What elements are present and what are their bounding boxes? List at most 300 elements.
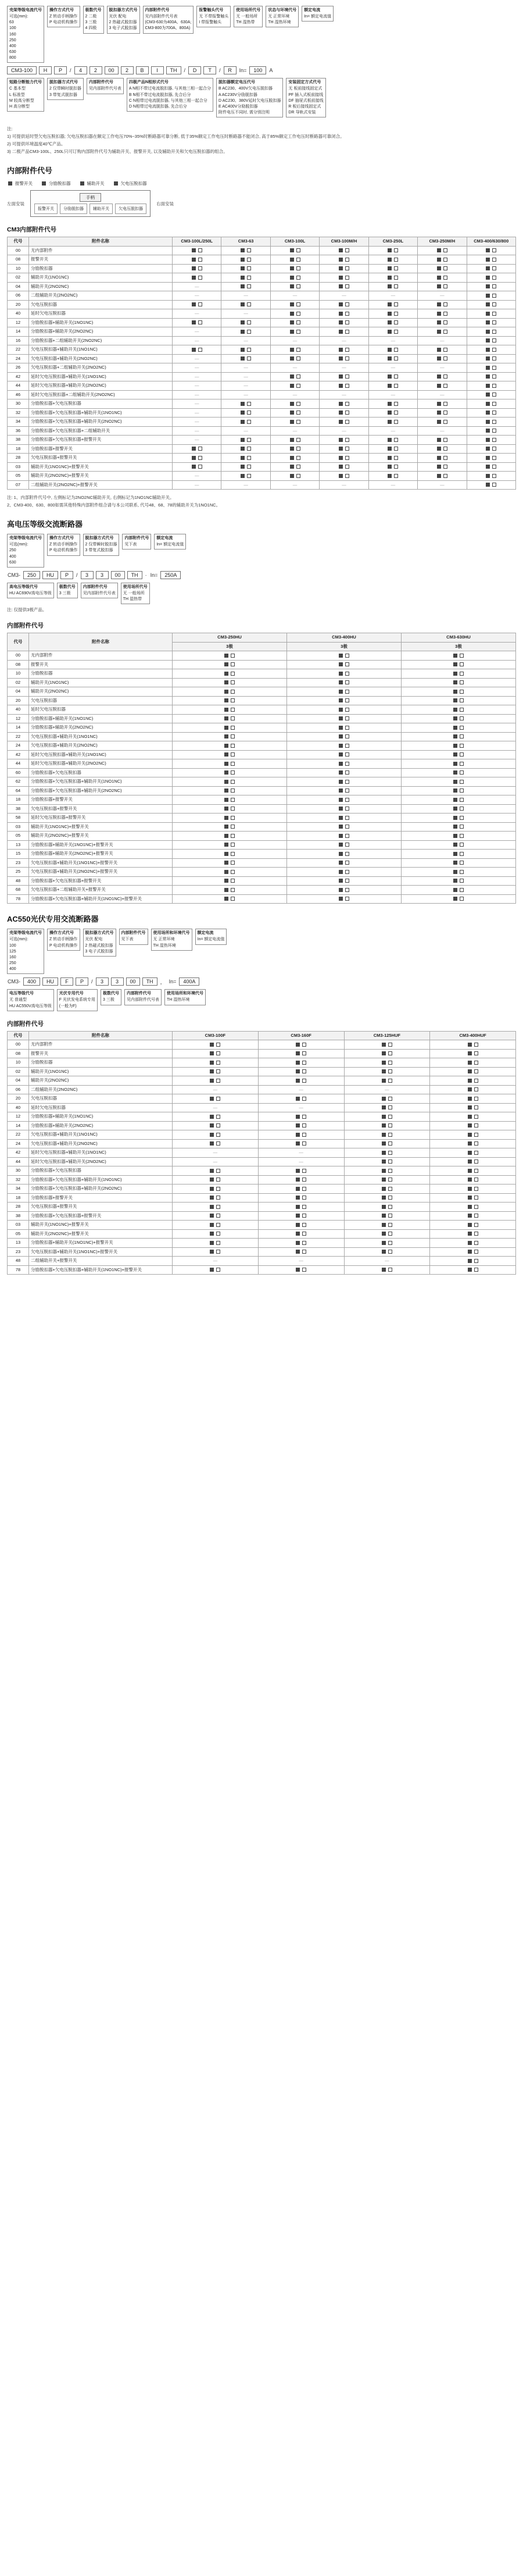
availability-cell	[467, 327, 515, 337]
availability-mark	[382, 1178, 386, 1182]
hv-accessory-table-heading: 内部附件代号	[7, 622, 44, 630]
code-token: R	[224, 66, 237, 74]
availability-cell	[173, 300, 221, 309]
accessory-name: 欠电压脱扣器+辅助开关(2NO2NC)	[29, 354, 173, 363]
availability-mark	[443, 276, 447, 280]
callout-box-title: 高电压等级代号	[9, 584, 38, 589]
availability-mark	[241, 420, 245, 424]
not-available-mark: —	[342, 391, 346, 397]
availability-mark	[198, 456, 202, 460]
note-line: 1) 可提供延时型欠电压脱扣器; 欠电压脱扣器在额定工作电压70%~35%时断路器可靠分断, 低于35%额定工作电压时断路器不能闭合, 高于85%额定工作电压时断路器可靠闭合。	[7, 134, 345, 140]
accessory-name: 延时欠电压脱扣器	[29, 705, 173, 715]
note-line: 2) 可提供环境温度40℃产品。	[7, 141, 66, 147]
availability-mark	[296, 465, 300, 469]
availability-mark	[388, 1187, 392, 1191]
table-row	[8, 858, 516, 868]
availability-cell	[173, 840, 287, 850]
table-row	[8, 886, 516, 895]
availability-mark	[345, 762, 349, 766]
availability-mark	[486, 465, 490, 469]
availability-mark	[486, 402, 490, 406]
availability-mark	[468, 1051, 472, 1055]
availability-mark	[388, 1051, 392, 1055]
callout-box	[83, 534, 120, 555]
callout-box-line: 160	[9, 955, 16, 959]
availability-mark	[474, 1079, 478, 1083]
table-row	[8, 426, 516, 436]
product-subheader: 3极	[402, 642, 516, 651]
availability-mark	[394, 312, 398, 316]
availability-mark	[388, 258, 392, 262]
availability-mark	[492, 320, 496, 324]
table-row	[8, 273, 516, 283]
availability-cell	[173, 1121, 259, 1130]
diagram3-code-line	[7, 977, 516, 986]
availability-mark	[345, 248, 349, 252]
callout-box-title: 内部附件代号	[88, 80, 113, 85]
availability-cell	[430, 1076, 516, 1086]
availability-cell	[418, 282, 467, 291]
availability-cell	[258, 1121, 344, 1130]
accessory-name: 分励脱扣器+欠电压脱扣器+辅助开关(2NO2NC)	[29, 786, 173, 795]
availability-mark	[460, 843, 464, 847]
availability-cell	[258, 1067, 344, 1076]
availability-mark	[231, 780, 235, 784]
availability-mark	[453, 834, 457, 838]
availability-mark	[231, 680, 235, 684]
availability-cell	[221, 480, 270, 490]
table-row	[8, 832, 516, 841]
callout-box-line: 3 电子式脱扣器	[85, 949, 113, 954]
availability-cell	[430, 1211, 516, 1221]
availability-cell	[320, 246, 368, 255]
availability-cell	[418, 309, 467, 319]
not-available-mark: —	[194, 329, 199, 334]
accessory-name: 欠电压脱扣器	[29, 1094, 173, 1104]
table-row	[8, 696, 516, 705]
availability-mark	[302, 1141, 306, 1146]
table-row	[8, 1076, 516, 1086]
availability-mark	[388, 312, 392, 316]
code-token: T	[203, 66, 216, 74]
availability-mark	[443, 402, 447, 406]
availability-mark	[210, 1268, 214, 1272]
availability-cell	[430, 1085, 516, 1094]
table-row	[8, 1247, 516, 1257]
callout-box-line: HU AC550V高电压等级	[9, 1004, 52, 1008]
accessory-name: 欠电压脱扣器	[29, 300, 173, 309]
availability-mark	[486, 429, 490, 433]
availability-mark	[339, 248, 343, 252]
code-token: 4	[74, 66, 87, 74]
availability-mark	[468, 1079, 472, 1083]
callout-box-line: 无 正常环境	[153, 937, 175, 942]
availability-mark	[388, 1133, 392, 1137]
availability-cell	[418, 472, 467, 481]
availability-mark	[302, 1043, 306, 1047]
table-row	[8, 462, 516, 472]
availability-mark	[382, 1043, 386, 1047]
availability-mark	[474, 1159, 478, 1164]
code-token: 00	[111, 571, 125, 579]
availability-mark	[231, 834, 235, 838]
availability-cell	[344, 1040, 430, 1050]
not-available-mark: —	[342, 427, 346, 433]
table-head	[8, 633, 516, 651]
availability-cell	[258, 1139, 344, 1148]
availability-cell	[467, 436, 515, 445]
availability-mark	[394, 411, 398, 415]
callout-box-line: 63	[9, 20, 14, 25]
callout-box	[124, 989, 162, 1005]
callout-box	[57, 989, 98, 1011]
callout-box-title: 极数代号	[85, 8, 102, 12]
table-row	[8, 1203, 516, 1212]
availability-cell	[418, 444, 467, 454]
availability-mark	[492, 429, 496, 433]
availability-mark	[443, 456, 447, 460]
accessory-name: 无内部附件	[29, 651, 173, 661]
table-row	[8, 768, 516, 777]
availability-mark	[216, 1187, 220, 1191]
availability-cell	[430, 1247, 516, 1257]
availability-mark	[460, 752, 464, 757]
availability-mark	[296, 258, 300, 262]
table-row	[8, 1121, 516, 1130]
availability-cell	[344, 1247, 430, 1257]
accessory-code: 60	[8, 768, 29, 777]
availability-mark	[224, 672, 228, 676]
availability-mark	[468, 1178, 472, 1182]
ordering-notes	[7, 126, 516, 155]
availability-mark	[290, 438, 294, 442]
availability-cell	[173, 1103, 259, 1112]
availability-mark	[437, 266, 441, 270]
availability-mark	[192, 258, 196, 262]
availability-cell	[287, 850, 402, 859]
availability-mark	[437, 384, 441, 388]
availability-mark	[453, 870, 457, 874]
code-separator: /	[219, 67, 221, 74]
table-row	[8, 309, 516, 319]
availability-cell	[368, 291, 417, 301]
availability-cell	[173, 1265, 259, 1275]
availability-mark	[492, 483, 496, 487]
availability-mark	[192, 320, 196, 324]
availability-cell	[270, 372, 319, 381]
accessory-code: 24	[8, 354, 29, 363]
availability-cell	[430, 1175, 516, 1184]
code-token: 250	[23, 571, 40, 579]
availability-cell	[221, 381, 270, 391]
callout-box-line: 400	[9, 554, 16, 559]
callout-box-title: 脱扣器方式代号	[85, 536, 114, 541]
availability-mark	[231, 662, 235, 666]
callout-box	[47, 534, 80, 555]
code-token: P	[76, 977, 88, 986]
availability-cell	[258, 1184, 344, 1194]
availability-cell	[173, 255, 221, 265]
callout-box-title: 短路分断能力代号	[9, 80, 42, 85]
availability-cell	[173, 1229, 259, 1239]
availability-mark	[241, 302, 245, 306]
availability-cell	[320, 354, 368, 363]
not-available-mark: —	[292, 365, 298, 370]
availability-mark	[382, 1232, 386, 1236]
accessory-code: 23	[8, 1247, 29, 1257]
availability-mark	[339, 330, 343, 334]
availability-mark	[382, 1159, 386, 1164]
table-row	[8, 1049, 516, 1058]
availability-cell	[258, 1203, 344, 1212]
accessory-name: 欠电压脱扣器+报警开关	[29, 454, 173, 463]
availability-cell	[287, 687, 402, 697]
availability-cell	[287, 741, 402, 751]
availability-cell	[173, 1203, 259, 1212]
availability-mark	[296, 266, 300, 270]
legend-item	[113, 180, 147, 187]
availability-mark	[224, 807, 228, 811]
availability-mark	[216, 1196, 220, 1200]
availability-mark	[339, 465, 343, 469]
product-column-header: CM3-400HU	[287, 633, 402, 643]
accessory-code: 02	[8, 1067, 29, 1076]
callout-box-line: A N相不带过电流脱扣器, 与其他三相一起合分	[128, 87, 212, 91]
callout-box-line: 630	[9, 560, 16, 565]
availability-mark	[474, 1169, 478, 1173]
availability-cell	[173, 399, 221, 409]
availability-mark	[382, 1196, 386, 1200]
availability-mark	[216, 1169, 220, 1173]
availability-mark	[290, 276, 294, 280]
availability-mark	[241, 447, 245, 451]
accessory-name: 欠电压脱扣器+报警开关	[29, 804, 173, 814]
availability-mark	[394, 384, 398, 388]
availability-mark	[210, 1069, 214, 1073]
not-available-mark: —	[440, 427, 445, 433]
table-header-row	[8, 1031, 516, 1040]
accessory-code: 05	[8, 832, 29, 841]
accessory-name: 辅助开关(2NO2NC)+报警开关	[29, 1229, 173, 1239]
table-head	[8, 1031, 516, 1040]
availability-cell	[320, 454, 368, 463]
availability-mark	[474, 1061, 478, 1065]
availability-mark	[345, 672, 349, 676]
availability-cell	[430, 1067, 516, 1076]
availability-cell	[221, 255, 270, 265]
availability-mark	[224, 789, 228, 793]
availability-cell	[270, 291, 319, 301]
availability-mark	[382, 1141, 386, 1146]
product-column-header: CM3-63	[221, 237, 270, 247]
accessory-code: 40	[8, 705, 29, 715]
availability-mark	[224, 698, 228, 702]
availability-cell	[270, 363, 319, 373]
availability-mark	[192, 465, 196, 469]
code-column-header: 代号	[8, 633, 29, 651]
accessory-name: 分励脱扣器+欠电压脱扣器+辅助开关(1NO1NC)	[29, 1175, 173, 1184]
availability-cell	[344, 1157, 430, 1166]
availability-mark	[192, 302, 196, 306]
accessory-name: 分励脱扣器+欠电压脱扣器+辅助开关(2NO2NC)	[29, 418, 173, 427]
callout-box-line: 无 不带报警触头	[199, 15, 229, 19]
availability-cell	[221, 318, 270, 327]
availability-mark	[453, 654, 457, 658]
accessory-name: 分励脱扣器+欠电压脱扣器+辅助开关(1NO1NC)	[29, 408, 173, 418]
accessory-code: 18	[8, 444, 29, 454]
not-available-mark: —	[243, 337, 248, 343]
availability-mark	[231, 698, 235, 702]
availability-mark	[388, 1097, 392, 1101]
availability-mark	[302, 1133, 306, 1137]
not-available-mark: —	[194, 373, 199, 379]
availability-mark	[345, 276, 349, 280]
not-available-mark: —	[391, 365, 396, 370]
availability-mark	[192, 276, 196, 280]
code-token: F	[60, 977, 73, 986]
availability-mark	[247, 284, 251, 288]
availability-cell	[320, 472, 368, 481]
availability-cell	[418, 381, 467, 391]
callout-box-line: 可选(mm):	[9, 15, 28, 19]
availability-mark	[216, 1178, 220, 1182]
table-row	[8, 1148, 516, 1158]
availability-mark	[453, 861, 457, 865]
not-available-mark: —	[440, 292, 445, 298]
availability-cell	[320, 372, 368, 381]
availability-mark	[210, 1232, 214, 1236]
availability-mark	[216, 1133, 220, 1137]
callout-box-line: Z 转动手柄操作	[49, 937, 78, 942]
accessory-code: 13	[8, 840, 29, 850]
availability-mark	[460, 708, 464, 712]
availability-cell	[430, 1166, 516, 1176]
availability-mark	[339, 734, 343, 738]
accessory-name: 欠电压脱扣器+二组辅助开关+报警开关	[29, 886, 173, 895]
availability-cell	[221, 336, 270, 345]
availability-mark	[296, 284, 300, 288]
code-token: 3	[111, 977, 124, 986]
availability-mark	[486, 266, 490, 270]
table-row	[8, 336, 516, 345]
availability-mark	[302, 1268, 306, 1272]
accessory-code: 40	[8, 309, 29, 319]
availability-mark	[492, 420, 496, 424]
accessory-code: 05	[8, 1229, 29, 1239]
not-available-mark: —	[391, 481, 396, 487]
availability-mark	[224, 716, 228, 720]
accessory-name: 分励脱扣器	[29, 1058, 173, 1068]
availability-mark	[210, 1097, 214, 1101]
not-available-mark: —	[385, 1258, 389, 1264]
availability-cell	[430, 1139, 516, 1148]
availability-mark	[437, 302, 441, 306]
legend-item	[79, 180, 105, 187]
availability-mark	[339, 780, 343, 784]
availability-mark	[437, 474, 441, 478]
availability-mark	[388, 411, 392, 415]
availability-cell	[270, 408, 319, 418]
callout-box	[234, 6, 263, 27]
availability-mark	[345, 348, 349, 352]
availability-mark	[382, 1187, 386, 1191]
availability-cell	[221, 472, 270, 481]
cm3-accessory-table-notes	[7, 494, 516, 509]
availability-cell	[270, 454, 319, 463]
availability-mark	[388, 1043, 392, 1047]
diagram-note: 注: 仅提供3极产品。	[7, 607, 47, 613]
availability-cell	[173, 822, 287, 832]
callout-box-line: 2 仅带瞬时脱扣器	[49, 87, 81, 91]
availability-mark	[339, 302, 343, 306]
table-row	[8, 372, 516, 381]
availability-cell	[287, 822, 402, 832]
availability-mark	[224, 708, 228, 712]
not-available-mark: —	[213, 1150, 218, 1155]
availability-mark	[394, 438, 398, 442]
availability-mark	[302, 1069, 306, 1073]
availability-mark	[216, 1268, 220, 1272]
diagram1-bottom-callouts	[7, 78, 516, 117]
availability-mark	[486, 320, 490, 324]
accessory-code: 68	[8, 886, 29, 895]
availability-mark	[453, 762, 457, 766]
availability-mark	[210, 1079, 214, 1083]
availability-mark	[339, 258, 343, 262]
accessory-name: 延时欠电压脱扣器+辅助开关(2NO2NC)	[29, 381, 173, 391]
accessory-name: 分励脱扣器+报警开关	[29, 795, 173, 805]
availability-mark	[296, 1115, 300, 1119]
availability-mark	[460, 834, 464, 838]
availability-cell	[221, 363, 270, 373]
availability-cell	[467, 426, 515, 436]
not-available-mark: —	[391, 337, 396, 343]
callout-box-line: 无 一般场所	[236, 15, 258, 19]
availability-cell	[344, 1175, 430, 1184]
not-available-mark: —	[243, 391, 248, 397]
availability-mark	[296, 302, 300, 306]
availability-cell	[287, 832, 402, 841]
not-available-mark: —	[292, 427, 298, 433]
accessory-code: 04	[8, 1076, 29, 1086]
availability-mark	[339, 870, 343, 874]
accessory-code: 12	[8, 318, 29, 327]
table-row	[8, 1239, 516, 1248]
availability-mark	[231, 798, 235, 802]
availability-mark	[388, 438, 392, 442]
callout-box	[164, 989, 206, 1005]
cm3-ordering-code-diagram	[7, 6, 516, 117]
availability-mark	[247, 248, 251, 252]
accessory-code: 15	[8, 850, 29, 859]
availability-mark	[231, 708, 235, 712]
callout-box-title: 操作方式代号	[49, 931, 74, 936]
accessory-code: 58	[8, 814, 29, 823]
availability-cell	[173, 1139, 259, 1148]
availability-mark	[345, 654, 349, 658]
availability-mark	[468, 1232, 472, 1236]
availability-mark	[296, 474, 300, 478]
availability-cell	[173, 696, 287, 705]
accessory-code: 36	[8, 426, 29, 436]
availability-mark	[296, 420, 300, 424]
availability-mark	[460, 780, 464, 784]
table-row	[8, 1094, 516, 1104]
availability-cell	[402, 777, 516, 787]
availability-mark	[437, 276, 441, 280]
availability-mark	[388, 1241, 392, 1245]
availability-cell	[402, 651, 516, 661]
